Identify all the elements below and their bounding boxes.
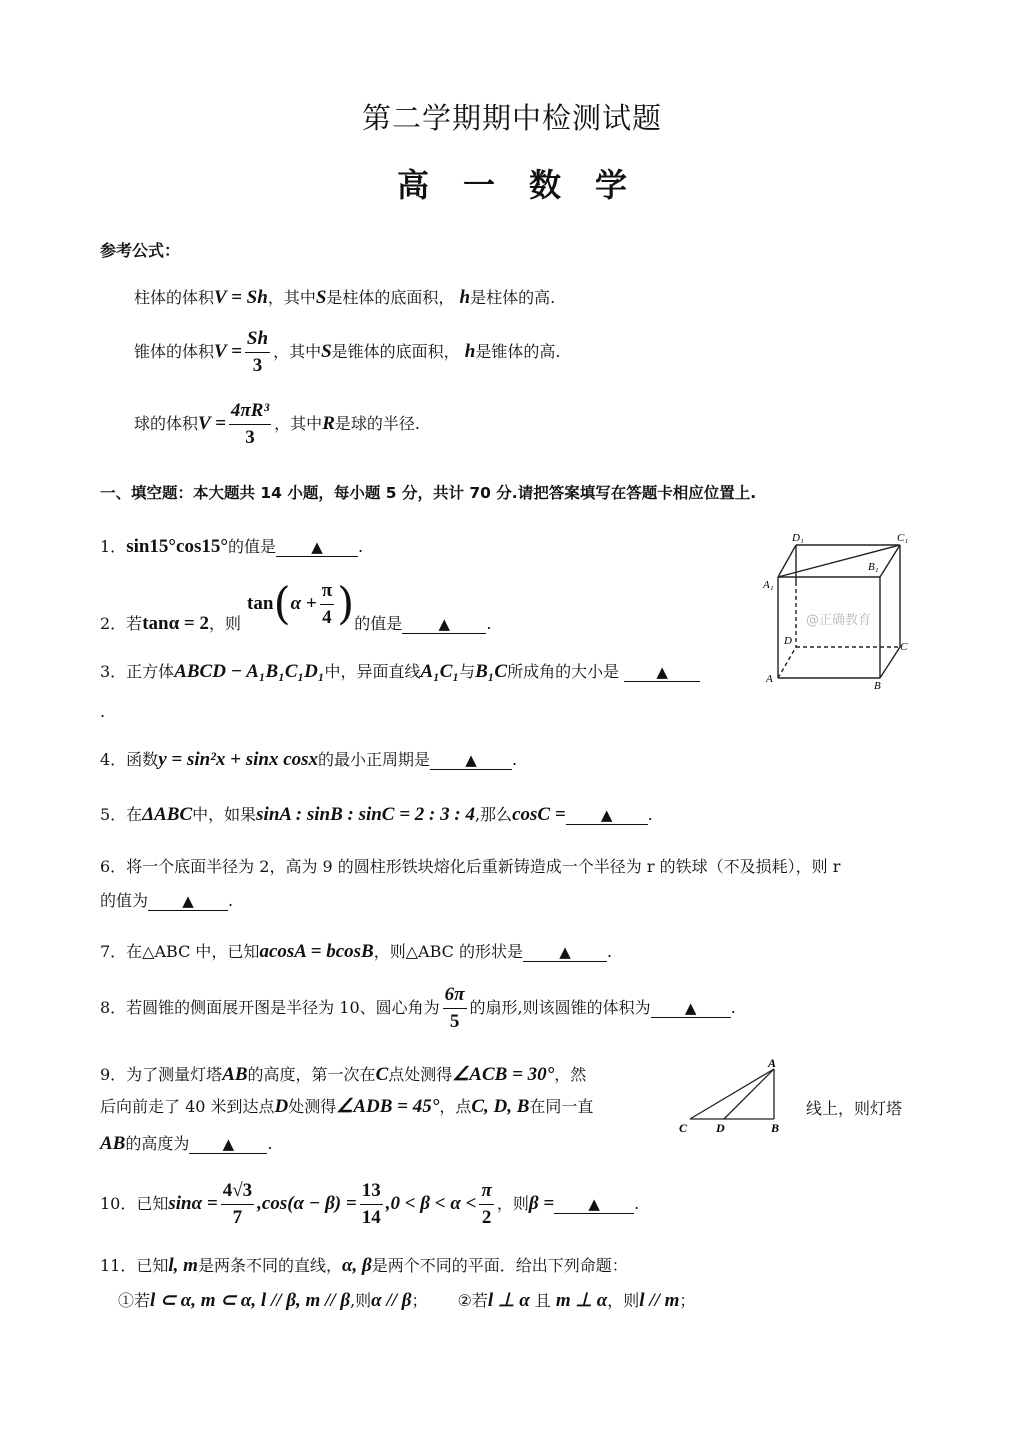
formula-sphere-den: 3: [245, 427, 255, 448]
question-6-line1: 6．将一个底面半径为 2，高为 9 的圆柱形铁块熔化后重新铸造成一个半径为 r 的铁球（不及损耗），则 r: [100, 857, 841, 876]
blank-mark: ▲: [182, 892, 194, 910]
blank-mark: ▲: [656, 663, 668, 681]
blank-mark: ▲: [559, 943, 571, 961]
formula-cylinder-h: h: [459, 287, 471, 308]
formula-cone-h-desc: 是锥体的高.: [475, 342, 561, 361]
formula-cone-s: S: [321, 341, 332, 362]
exam-title: 第二学期期中检测试题: [361, 101, 662, 135]
q11-p1b: l ⊂ α, m ⊂ α, l // β, m // β: [150, 1290, 351, 1311]
q9-ab-2: AB: [100, 1133, 126, 1154]
formula-cone-fraction: [245, 328, 270, 377]
question-6-line2: [100, 891, 233, 911]
q7-end: .: [606, 942, 613, 961]
q11-p2c: 且: [534, 1291, 551, 1310]
label-a1: A₁: [763, 579, 774, 591]
q9-l2a: 后向前走了 40 米到达点: [100, 1097, 275, 1116]
label-b1: B₁: [868, 561, 879, 573]
label-a: A: [766, 673, 773, 685]
formulas-heading: 参考公式：: [100, 241, 181, 260]
q3-mid: 中，异面直线: [324, 662, 421, 681]
q10-cos: ,cos(α − β) =: [257, 1193, 357, 1214]
answer-blank-3[interactable]: [624, 663, 700, 682]
q2-four: 4: [322, 607, 332, 628]
q7-expr: acosA = bcosB: [259, 941, 374, 962]
q11-p1c: ,则: [350, 1291, 372, 1310]
q10-d3: 2: [481, 1207, 492, 1228]
q10-n1: 4√3: [221, 1180, 254, 1205]
q10-d2: 14: [361, 1207, 381, 1228]
question-1: [100, 537, 363, 557]
triangle-figure: [672, 1058, 792, 1138]
cube-watermark: @正确教育: [806, 613, 872, 628]
q11-lm: l, m: [168, 1255, 198, 1276]
q9-l2e: ，点: [439, 1097, 472, 1116]
q3-number: 3．正方体: [100, 662, 175, 681]
formula-cone: [134, 328, 560, 377]
formula-cylinder-prefix: 柱体的体积: [134, 288, 215, 307]
edge-bc: [880, 647, 900, 678]
blank-mark: ▲: [465, 751, 477, 769]
q11-p1e: ；: [411, 1291, 428, 1310]
q11-number: 11．已知: [100, 1256, 169, 1275]
q2-number: 2．若: [100, 614, 143, 633]
q11-p1d: α // β: [371, 1290, 412, 1311]
formula-cylinder-mid: ，其中: [267, 288, 316, 307]
formula-cylinder-h-desc: 是柱体的高.: [470, 288, 556, 307]
question-5: [100, 805, 653, 825]
q10-frac-1: [221, 1180, 254, 1229]
answer-blank-8[interactable]: [651, 999, 731, 1018]
q11-p2d: m ⊥ α: [555, 1290, 608, 1311]
q2-pi: π: [320, 580, 334, 605]
q9-c: C: [375, 1064, 389, 1085]
q2-inner: α +: [290, 593, 317, 614]
q9-ab: AB: [222, 1064, 248, 1085]
label-a: A: [768, 1058, 777, 1070]
blank-mark: ▲: [438, 615, 451, 633]
formula-sphere-num: 4πR³: [229, 400, 271, 425]
q11-p2b: l ⊥ α: [487, 1290, 530, 1311]
q8-text: 的扇形,则该圆锥的体积为: [469, 998, 651, 1017]
q10-sin: sinα =: [168, 1193, 218, 1214]
formula-cylinder: [134, 288, 555, 308]
q9-l3b: 的高度为: [125, 1134, 190, 1153]
q2-left-paren: (: [273, 578, 291, 630]
q5-end: .: [647, 805, 653, 824]
q2-fraction: [320, 580, 334, 629]
q2-mid: ，则: [209, 614, 242, 633]
label-b: B: [771, 1121, 780, 1135]
question-9-line2-cont: 线上，则灯塔: [806, 1099, 903, 1118]
question-7: [100, 942, 612, 962]
formula-cone-mid: ，其中: [273, 342, 322, 361]
q7-text: ，则△ABC 的形状是: [373, 942, 523, 961]
q7-number: 7．在△ABC 中，已知: [100, 942, 260, 961]
label-c: C: [900, 641, 908, 653]
formula-cone-h: h: [464, 341, 476, 362]
formula-sphere: [134, 400, 420, 449]
formula-cylinder-expr: V = Sh: [214, 287, 268, 308]
formula-sphere-r: R: [322, 413, 335, 434]
q9-cdb: C, D, B: [471, 1096, 530, 1117]
label-b: B: [874, 680, 881, 692]
q3-and: 与: [459, 662, 476, 681]
q2-right-paren: ): [337, 578, 355, 630]
answer-blank-2[interactable]: [402, 615, 486, 634]
formula-cone-den: 3: [252, 355, 263, 376]
answer-blank-5[interactable]: [566, 806, 648, 825]
q10-beta: β =: [528, 1193, 555, 1214]
q11-p2a: ②若: [457, 1291, 488, 1310]
q8-frac-den: 5: [449, 1011, 460, 1032]
q10-frac-3: [479, 1180, 493, 1229]
q2-text: 的值是: [354, 614, 403, 633]
q3-expr-b1c: B₁C: [475, 661, 508, 682]
formula-cone-num: Sh: [245, 328, 270, 353]
answer-blank-4[interactable]: [430, 751, 512, 770]
q1-end: .: [357, 537, 364, 556]
label-d: D: [784, 635, 792, 647]
formula-cone-s-desc: 是锥体的底面积，: [331, 342, 460, 361]
edge-ad: [778, 647, 796, 678]
q6-end: .: [228, 891, 234, 910]
q10-d1: 7: [232, 1207, 243, 1228]
q2-expr: tanα = 2: [142, 613, 210, 634]
label-d1: D₁: [792, 532, 804, 544]
q9-d: D: [274, 1096, 289, 1117]
formula-cone-prefix: 锥体的体积: [134, 342, 215, 361]
blank-mark: ▲: [222, 1135, 235, 1153]
q10-n3: π: [479, 1180, 493, 1205]
q9-l2c: 处测得: [288, 1097, 337, 1116]
question-2: [100, 580, 491, 634]
q8-number: 8．若圆锥的侧面展开图是半径为 10、圆心角为: [100, 998, 440, 1017]
q5-expr-cos: cosC =: [512, 804, 566, 825]
answer-blank-7[interactable]: [523, 943, 607, 962]
blank-mark: ▲: [588, 1195, 600, 1213]
label-d: D: [716, 1121, 725, 1135]
question-9-line2: [100, 1097, 593, 1117]
question-4: [100, 750, 517, 770]
q10-frac-2: [360, 1180, 383, 1229]
q1-number: 1．: [100, 537, 127, 556]
blank-mark: ▲: [684, 999, 697, 1017]
q10-number: 10．已知: [100, 1194, 169, 1213]
section1-heading: 一、填空题：本大题共 14 小题，每小题 5 分，共计 70 分.请把答案填写在答题卡相应位置上.: [100, 484, 757, 502]
edge-a1d1: [778, 545, 796, 577]
q5-number: 5．在: [100, 805, 143, 824]
q4-end: .: [512, 750, 518, 769]
q10-ineq: ,0 < β < α <: [385, 1193, 477, 1214]
q9-l1g: ，然: [554, 1065, 587, 1084]
answer-blank-9[interactable]: [189, 1135, 267, 1154]
q9-l1c: 的高度，第一次在: [247, 1065, 376, 1084]
q4-text: 的最小正周期是: [318, 750, 431, 769]
q4-number: 4．函数: [100, 750, 159, 769]
q11-p2g: ；: [679, 1291, 696, 1310]
question-11-props: [118, 1291, 695, 1311]
q4-expr: y = sin²x + sinx cosx: [158, 749, 319, 770]
formula-sphere-v: V =: [198, 413, 226, 434]
question-10: [100, 1180, 639, 1229]
question-8: [100, 984, 736, 1033]
q11-p2e: ，则: [607, 1291, 640, 1310]
answer-blank-6[interactable]: [148, 892, 228, 911]
label-c1: C₁: [897, 532, 909, 544]
question-3: [100, 662, 700, 682]
q5-text: ,那么: [474, 805, 513, 824]
formula-sphere-fraction: [229, 400, 271, 449]
blank-mark: ▲: [600, 806, 613, 824]
answer-blank-1[interactable]: [276, 538, 358, 557]
question-11: [100, 1256, 628, 1276]
q1-expr: sin15°cos15°: [126, 536, 228, 557]
label-c: C: [679, 1121, 688, 1135]
q3-text: 所成角的大小是: [507, 662, 620, 681]
q11-ab: α, β: [341, 1255, 372, 1276]
q5-mid: 中，如果: [192, 805, 257, 824]
blank-mark: ▲: [311, 538, 323, 556]
q11-p1a: ①若: [118, 1291, 151, 1310]
q9-angle-adb: ∠ADB = 45°: [336, 1096, 440, 1117]
formula-cylinder-s: S: [315, 287, 327, 308]
q11-t2: 是两个不同的平面．给出下列命题：: [371, 1256, 628, 1275]
q9-end: .: [267, 1134, 273, 1153]
formula-sphere-prefix: 球的体积: [134, 414, 199, 433]
q9-l2g: 在同一直: [529, 1097, 594, 1116]
q2-tan: tan: [247, 593, 274, 614]
q10-n2: 13: [360, 1180, 383, 1205]
question-9-line1: [100, 1065, 586, 1085]
q5-expr-triangle: ΔABC: [142, 804, 193, 825]
q5-expr-ratio: sinA : sinB : sinC = 2 : 3 : 4: [256, 804, 475, 825]
q3-expr-cube: ABCD − A₁B₁C₁D₁: [174, 661, 325, 682]
q8-fraction: [443, 984, 467, 1033]
cube-figure: [760, 530, 920, 695]
q9-l1a: 9．为了测量灯塔: [100, 1065, 223, 1084]
q11-t1: 是两条不同的直线，: [197, 1256, 342, 1275]
q2-end: .: [486, 614, 492, 633]
answer-blank-10[interactable]: [554, 1195, 634, 1214]
formula-cylinder-s-desc: 是柱体的底面积，: [326, 288, 455, 307]
q10-text: ，则: [496, 1194, 529, 1213]
q9-l1e: 点处测得: [388, 1065, 453, 1084]
q8-end: .: [730, 998, 736, 1017]
q1-text: 的值是: [227, 537, 276, 556]
q3-end: .: [100, 702, 106, 721]
formula-sphere-r-desc: 是球的半径.: [334, 414, 420, 433]
q9-angle-acb: ∠ACB = 30°: [452, 1064, 555, 1085]
q8-frac-num: 6π: [443, 984, 467, 1009]
q6-text: 的值为: [100, 891, 149, 910]
q10-end: .: [634, 1194, 640, 1213]
q3-expr-a1c1: A₁C₁: [420, 661, 460, 682]
q11-p2f: l // m: [639, 1290, 680, 1311]
question-9-line3: [100, 1134, 272, 1154]
exam-subtitle: 高一数学: [396, 166, 661, 204]
formula-cone-v: V =: [214, 341, 242, 362]
formula-sphere-mid: ，其中: [274, 414, 323, 433]
